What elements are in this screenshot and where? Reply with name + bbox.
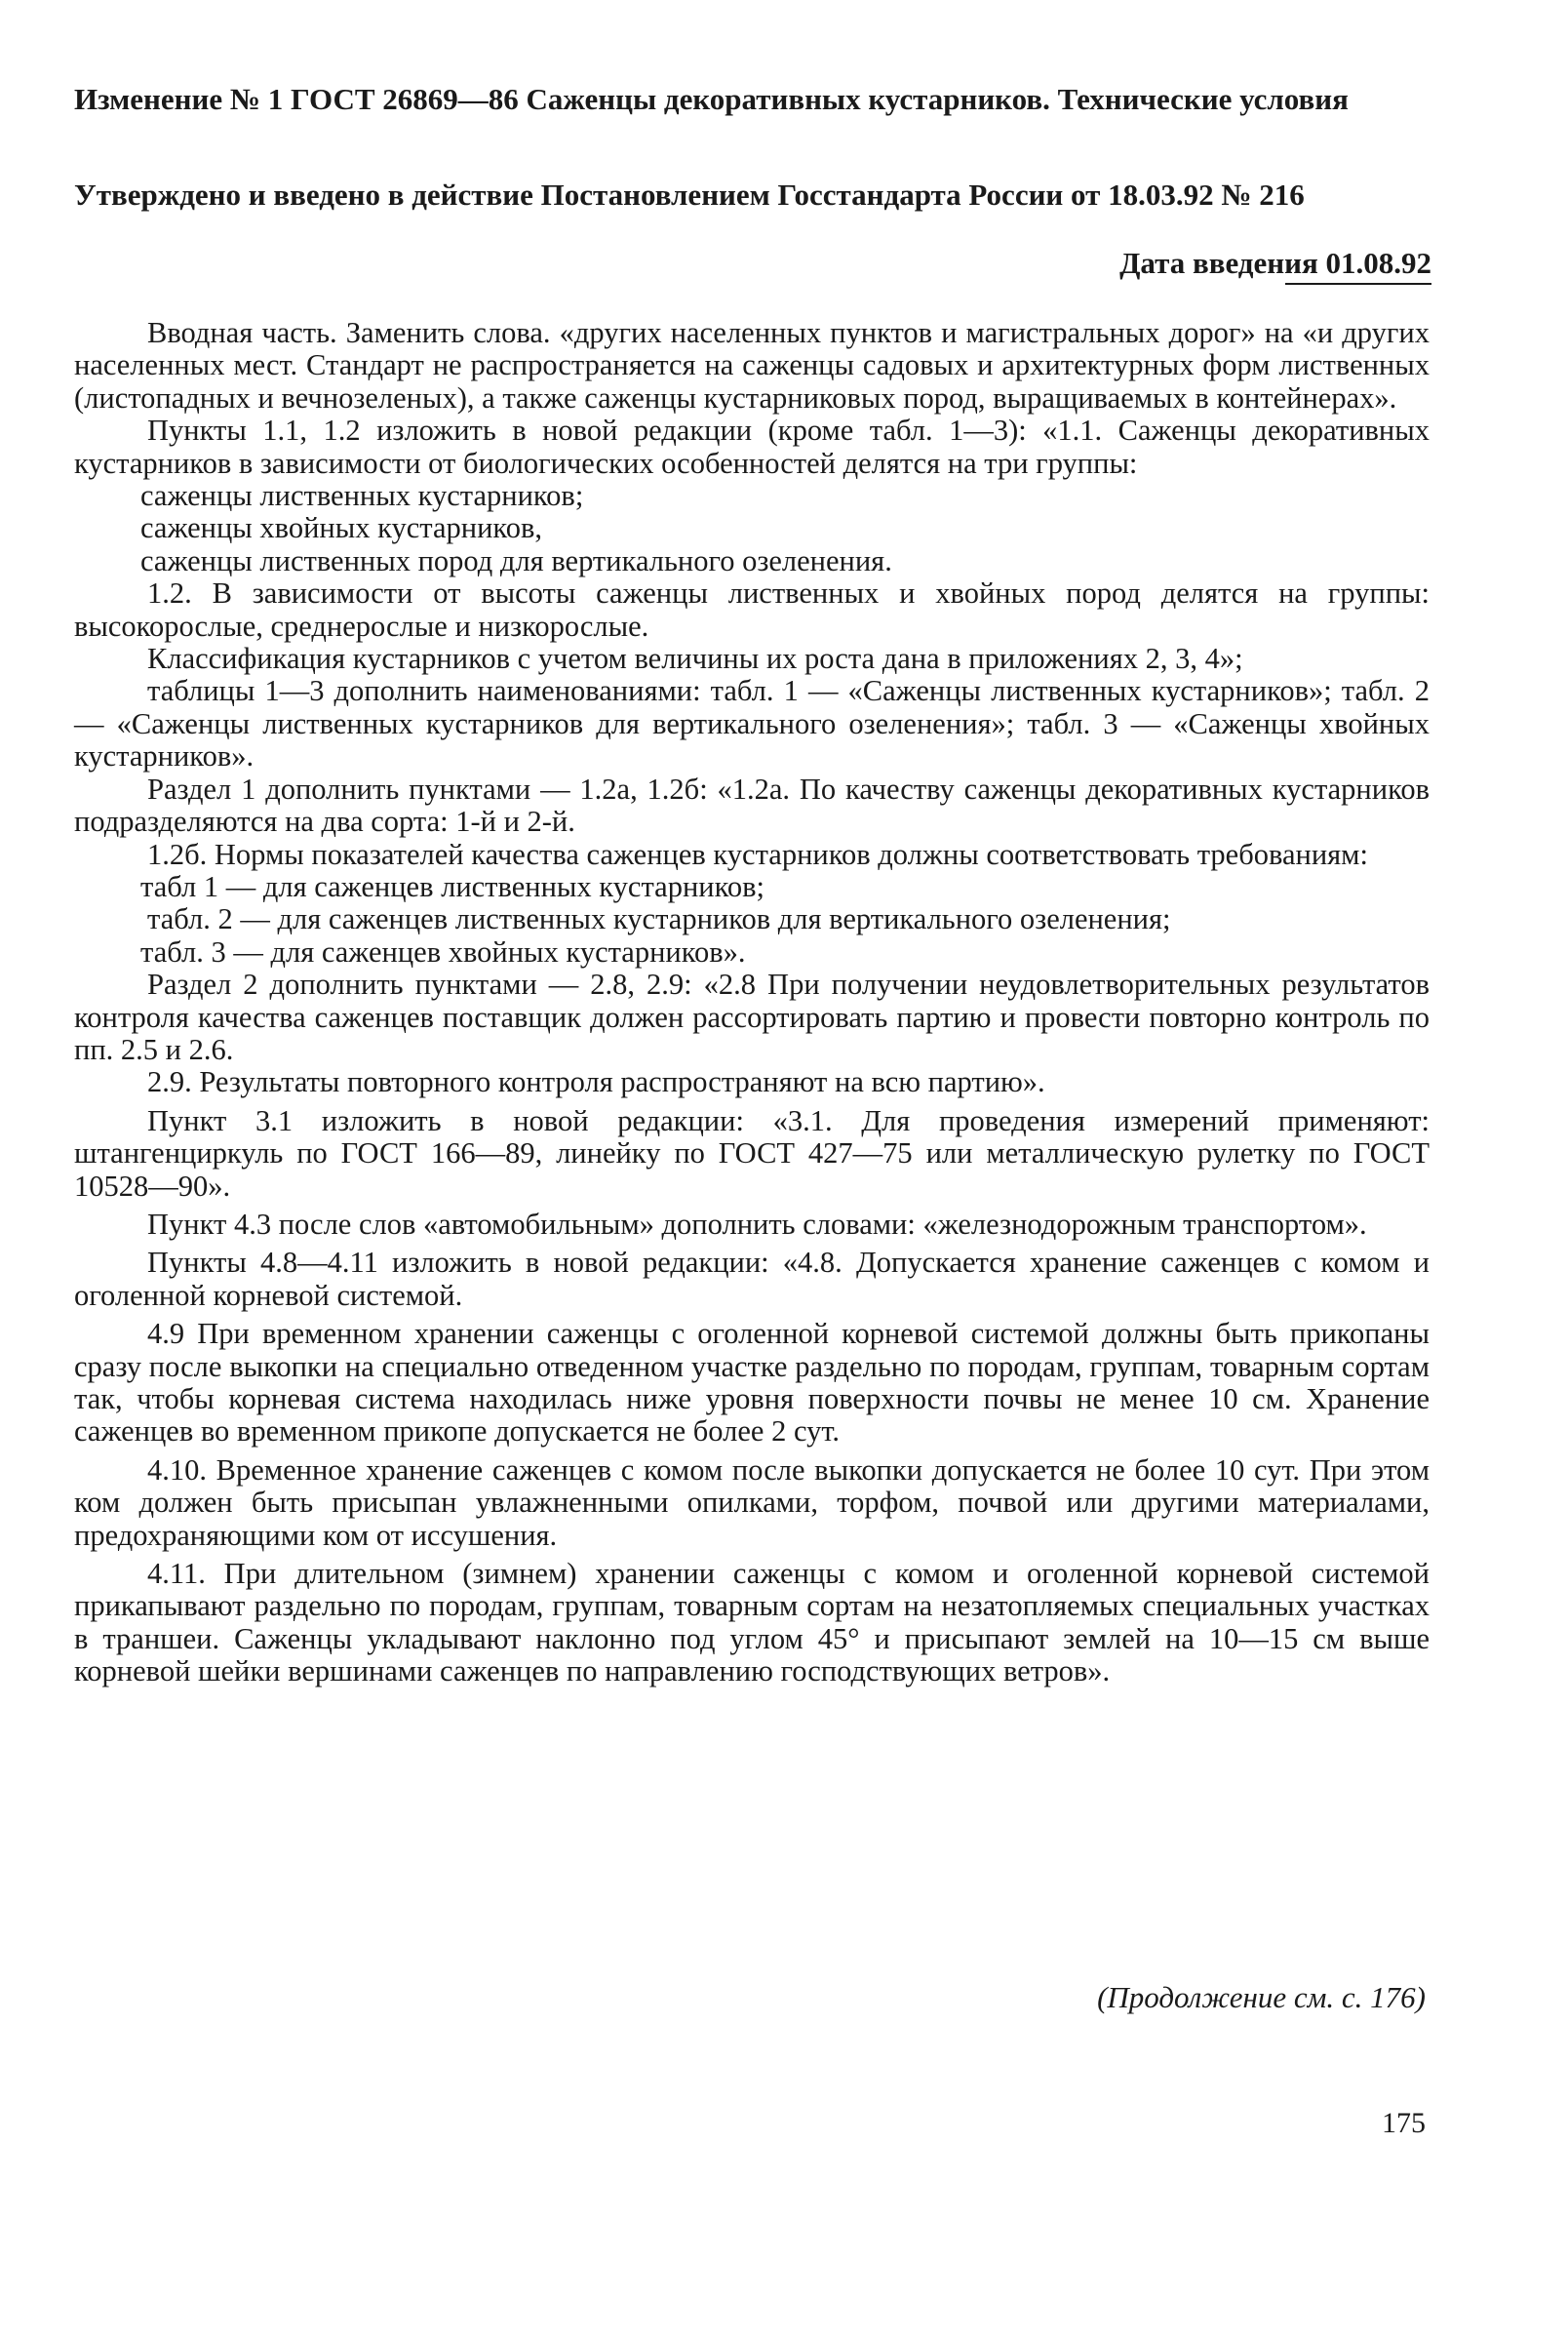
- paragraph-section-2: Раздел 2 дополнить пунктами — 2.8, 2.9: «2.8 При получении неудовлетворительных результатов контроля качества саженцев поставщик должен рассортировать партию и провести повторно контроль по пп. 2.5 и 2.6.: [74, 968, 1430, 1066]
- paragraph-1-2: 1.2. В зависимости от высоты саженцы лиственных и хвойных пород делятся на группы: высокорослые, среднерослые и низкорослые.: [74, 576, 1430, 643]
- paragraph-4-11: 4.11. При длительном (зимнем) хранении саженцы с комом и оголенной корневой системой прикапывают раздельно по породам, группам, товарным сортам на незатопляемых специальных участках в траншеи. Саженцы укладывают наклонно под углом 45° и присыпают землей на 10—15 см выше корневой шейки вершинами саженцев по направлению господствующих ветров».: [74, 1557, 1430, 1688]
- paragraph-items-1-1: Пункты 1.1, 1.2 изложить в новой редакции (кроме табл. 1—3): «1.1. Саженцы декоративных кустарников в зависимости от биологических особенностей делятся на три группы:: [74, 414, 1430, 480]
- continuation-note: (Продолжение см. с. 176): [1097, 1980, 1426, 2014]
- paragraph-4-8: Пункты 4.8—4.11 изложить в новой редакции: «4.8. Допускается хранение саженцев с комом и оголенной корневой системой.: [74, 1246, 1430, 1312]
- paragraph-1-2b: 1.2б. Нормы показателей качества саженцев кустарников должны соответствовать требованиям:: [147, 837, 1368, 871]
- effective-date: Дата введения 01.08.92: [1119, 246, 1431, 280]
- document-title: Изменение № 1 ГОСТ 26869—86 Саженцы декоративных кустарников. Технические условия: [74, 82, 1349, 116]
- page-number: 175: [1382, 2107, 1426, 2139]
- list-item: саженцы лиственных кустарников;: [140, 479, 584, 513]
- paragraph-4-3: Пункт 4.3 после слов «автомобильным» дополнить словами: «железнодорожным транспортом».: [147, 1207, 1367, 1241]
- paragraph-intro: Вводная часть. Заменить слова. «других населенных пунктов и магистральных дорог» на «и других населенных мест. Стандарт не распространяется на саженцы садовых и архитектурных форм лиственных (листопадных и вечнозеленых), а также саженцы кустарниковых пород, выращиваемых в контейнерах».: [74, 316, 1430, 415]
- paragraph-4-10: 4.10. Временное хранение саженцев с комом после выкопки допускается не более 10 сут. При этом ком должен быть присыпан увлажненными опилками, торфом, почвой или другими материалами, предохраняющими ком от иссушения.: [74, 1452, 1430, 1552]
- paragraph-2-9: 2.9. Результаты повторного контроля распространяют на всю партию».: [147, 1065, 1045, 1099]
- paragraph-section-1: Раздел 1 дополнить пунктами — 1.2а, 1.2б: «1.2а. По качеству саженцы декоративных кустарников подразделяются на два сорта: 1-й и 2-й.: [74, 772, 1430, 839]
- list-item: саженцы хвойных кустарников,: [140, 511, 542, 545]
- list-item: саженцы лиственных пород для вертикального озеленения.: [140, 543, 892, 577]
- date-underline: [1285, 283, 1431, 285]
- list-item: табл 1 — для саженцев лиственных кустарников;: [140, 869, 764, 903]
- document-body: [74, 317, 1430, 1688]
- paragraph-classification: Классификация кустарников с учетом величины их роста дана в приложениях 2, 3, 4»;: [147, 642, 1243, 676]
- paragraph-3-1: Пункт 3.1 изложить в новой редакции: «3.1. Для проведения измерений применяют: штангенциркуль по ГОСТ 166—89, линейку по ГОСТ 427—75 или металлическую рулетку по ГОСТ 10528—90».: [74, 1103, 1430, 1203]
- paragraph-tables: таблицы 1—3 дополнить наименованиями: табл. 1 — «Саженцы лиственных кустарников»; табл. 2 — «Саженцы лиственных кустарников для вертикального озеленения»; табл. 3 — «Саженцы хвойных кустарников».: [74, 674, 1430, 774]
- list-item: табл. 3 — для саженцев хвойных кустарников».: [140, 934, 746, 969]
- approval-line: Утверждено и введено в действие Постановлением Госстандарта России от 18.03.92 № 216: [74, 178, 1305, 212]
- list-item: табл. 2 — для саженцев лиственных кустарников для вертикального озеленения;: [147, 902, 1171, 936]
- paragraph-4-9: 4.9 При временном хранении саженцы с оголенной корневой системой должны быть прикопаны сразу после выкопки на специально отведенном участке раздельно по породам, группам, товарным сортам так, чтобы корневая система находилась ниже уровня поверхности почвы не менее 10 см. Хранение саженцев во временном прикопе допускается не более 2 сут.: [74, 1317, 1430, 1449]
